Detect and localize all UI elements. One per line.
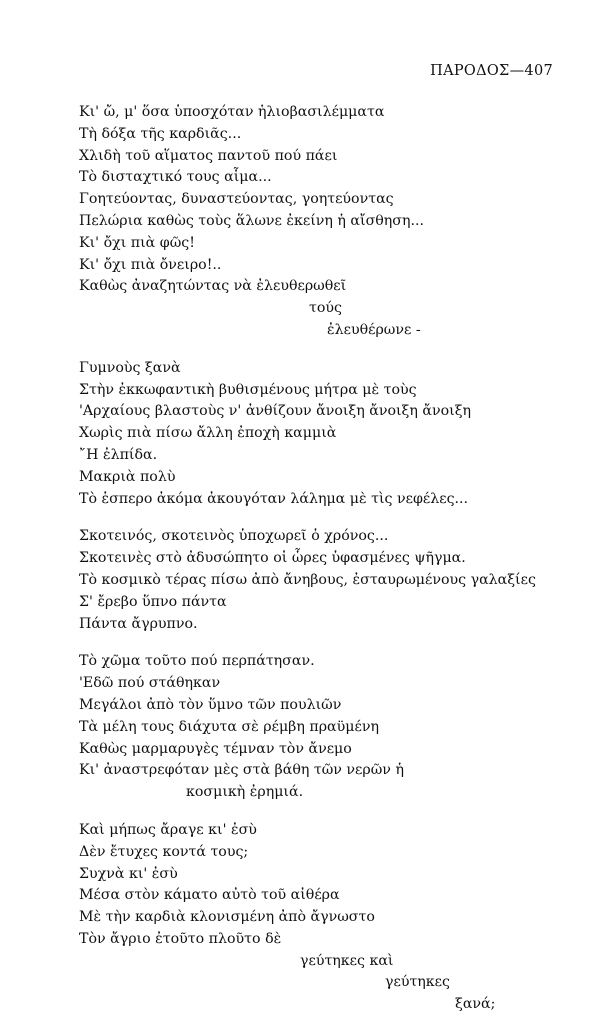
poem-line-indented: γεύτηκες — [385, 974, 450, 991]
poem-line: Τὸ δισταχτικό τους αἷμα... — [79, 169, 272, 186]
stanza-3 — [79, 526, 559, 635]
poem-line: Καθὼς μαρμαρυγὲς τέμναν τὸν ἄνεμο — [79, 740, 352, 757]
poem-line: Καθὼς ἀναζητώντας νὰ ἐλευθερωθεῖ — [79, 278, 347, 295]
poem-line: ῎Η ἐλπίδα. — [79, 446, 158, 463]
header-dash: — — [509, 63, 525, 79]
poem-line: Τὸν ἄγριο ἐτοῦτο πλοῦτο δὲ — [79, 930, 282, 947]
poem-line: Συχνὰ κι' ἐσὺ — [79, 865, 178, 882]
poem-line: Μέσα στὸν κάματο αὐτὸ τοῦ αἰθέρα — [79, 887, 340, 904]
poem-line: Μὲ τὴν καρδιὰ κλονισμένη ἀπὸ ἄγνωστο — [79, 909, 375, 926]
poem-line-indented: ἐλευθέρωνε - — [327, 321, 421, 338]
poem-line: Τὸ ἑσπερο ἀκόμα ἀκουγόταν λάλημα μὲ τὶς νεφέλες... — [79, 490, 469, 507]
poem-line-indented: γεύτηκες καὶ — [300, 952, 394, 969]
poem-line: Τὸ κοσμικὸ τέρας πίσω ἀπὸ ἄνηβους, ἐσταυρωμένους γαλαξίες — [79, 571, 536, 588]
poem-line: Γυμνοὺς ξανὰ — [79, 359, 181, 376]
poem-line: Πάντα ἄγρυπνο. — [79, 615, 198, 632]
poem-line: Τὴ δόξα τῆς καρδιᾶς... — [79, 125, 242, 142]
poem-line: Πελώρια καθὼς τοὺς ἅλωνε ἐκείνη ἡ αἴσθηση... — [79, 212, 425, 229]
stanza-2 — [79, 358, 559, 511]
poem-line: Καὶ μήπως ἄραγε κι' ἐσὺ — [79, 821, 257, 838]
poem-line: Μακριὰ πολὺ — [79, 468, 176, 485]
poem-line: 'Αρχαίους βλαστοὺς ν' ἀνθίζουν ἄνοιξη ἄνοιξη ἄνοιξη — [79, 403, 472, 420]
poem-line: 'Εδῶ πού στάθηκαν — [79, 675, 221, 692]
poem-line-indented: κοσμικὴ ἐρημιά. — [186, 784, 304, 801]
running-header — [430, 63, 553, 79]
page-number: 407 — [524, 63, 553, 79]
poem-body — [79, 102, 559, 1016]
poem-line: Χωρὶς πιὰ πίσω ἄλλη ἐποχὴ καμμιὰ — [79, 425, 337, 442]
poem-line: Σκοτεινός, σκοτεινὸς ὑποχωρεῖ ὁ χρόνος... — [79, 528, 389, 545]
poem-line: Κι' ὄχι πιὰ ὄνειρο!.. — [79, 256, 222, 273]
section-title: ΠΑΡΟΔΟΣ — [430, 63, 510, 79]
poem-line: Στὴν ἐκκωφαντικὴ βυθισμένους μήτρα μὲ τοὺς — [79, 381, 417, 398]
poem-line-indented: τούς — [309, 300, 342, 317]
poem-line: Δὲν ἔτυχες κοντά τους; — [79, 843, 249, 860]
poem-line-indented: ξανά; — [455, 996, 496, 1013]
poem-line: Κι' ἀναστρεφόταν μὲς στὰ βάθη τῶν νερῶν ἡ — [79, 762, 404, 779]
poem-line: Μεγάλοι ἀπὸ τὸν ὕμνο τῶν πουλιῶν — [79, 696, 342, 713]
poem-line: Σκοτεινὲς στὸ ἀδυσώπητο οἱ ὧρες ὑφασμένες ψῆγμα. — [79, 550, 466, 567]
poem-line: Τὰ μέλη τους διάχυτα σὲ ρέμβη πραϋμένη — [79, 718, 379, 735]
poem-line: Κι' ὤ, μ' ὅσα ὑποσχόταν ἡλιοβασιλέμματα — [79, 104, 385, 120]
poem-line: Κι' ὄχι πιὰ φῶς! — [79, 234, 195, 251]
poem-line: Γοητεύοντας, δυναστεύοντας, γοητεύοντας — [79, 191, 394, 208]
poem-line: Χλιδὴ τοῦ αἵματος παντοῦ πού πάει — [79, 147, 338, 164]
poem-line: Σ' ἔρεβο ὕπνο πάντα — [79, 593, 227, 610]
poem-line: Τὸ χῶμα τοῦτο πού περπάτησαν. — [79, 653, 315, 670]
stanza-5 — [79, 820, 559, 1016]
stanza-1 — [79, 102, 559, 342]
stanza-4 — [79, 651, 559, 804]
